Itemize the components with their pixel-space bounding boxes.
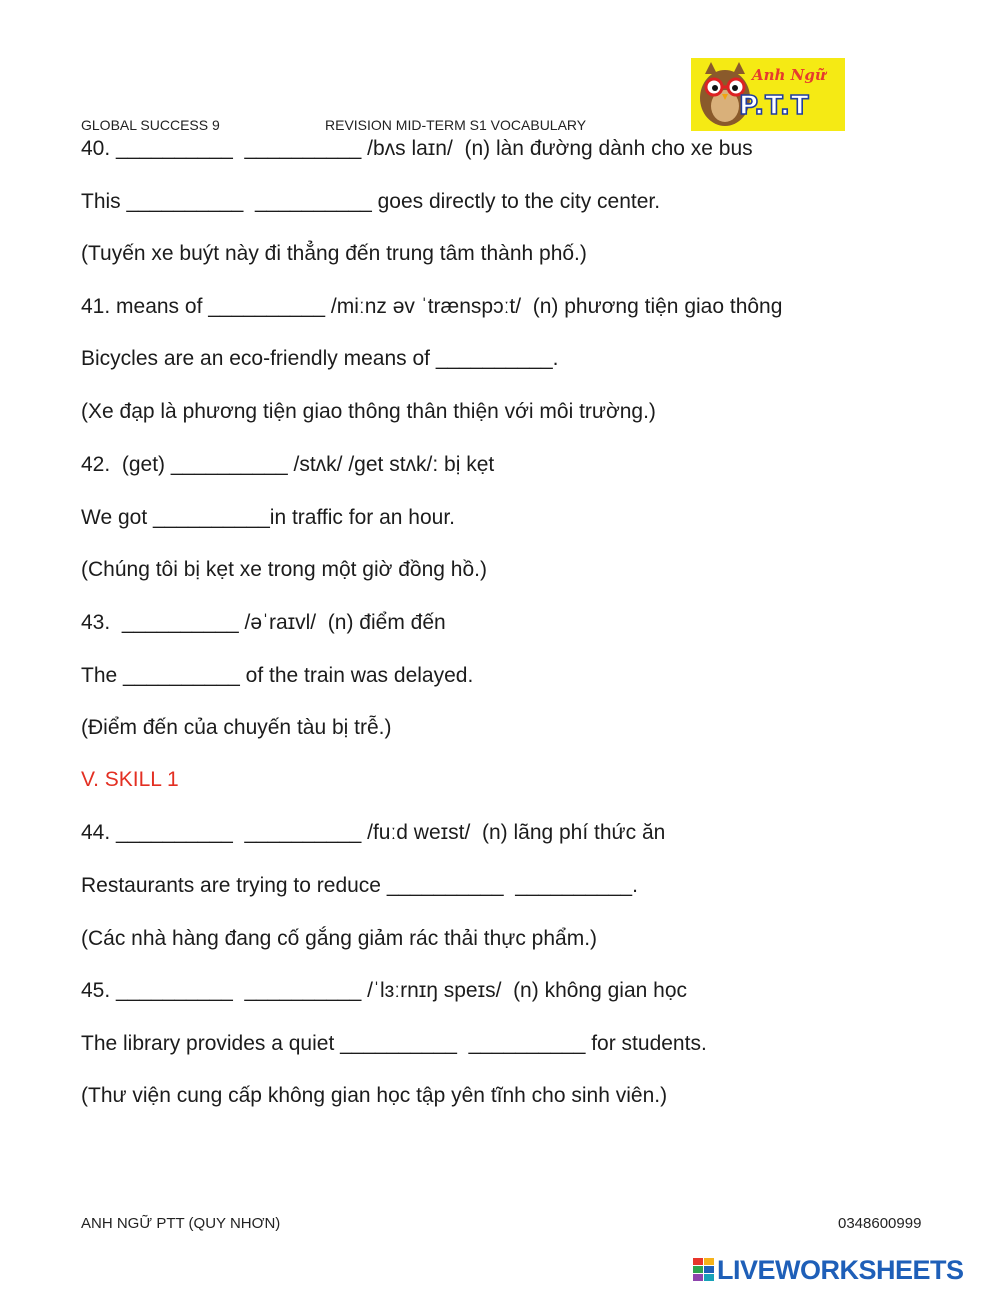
header-course-title: GLOBAL SUCCESS 9 xyxy=(81,117,220,133)
item-44-translation: (Các nhà hàng đang cố gắng giảm rác thải thực phẩm.) xyxy=(81,927,598,950)
footer-school: ANH NGỮ PTT (QUY NHƠN) xyxy=(81,1215,281,1232)
item-42-example: We got __________in traffic for an hour. xyxy=(81,506,455,529)
logo-brand-text: Anh Ngữ xyxy=(752,66,826,84)
item-42-heading: 42. (get) __________ /stʌk/ /get stʌk/: bị kẹt xyxy=(81,453,495,476)
liveworksheets-watermark xyxy=(693,1255,993,1285)
item-43-example: The __________ of the train was delayed. xyxy=(81,664,474,687)
item-43-translation: (Điểm đến của chuyến tàu bị trễ.) xyxy=(81,716,392,739)
item-41-translation: (Xe đạp là phương tiện giao thông thân thiện với môi trường.) xyxy=(81,400,656,423)
item-40-translation: (Tuyến xe buýt này đi thẳng đến trung tâm thành phố.) xyxy=(81,242,587,265)
logo-name-text: P.T.T xyxy=(739,91,810,121)
item-45-example: The library provides a quiet __________ __________ for students. xyxy=(81,1032,707,1055)
liveworksheets-icon xyxy=(693,1258,715,1282)
section-heading: V. SKILL 1 xyxy=(81,768,179,791)
item-43-heading: 43. __________ /əˈraɪvl/ (n) điểm đến xyxy=(81,611,446,634)
item-45-translation: (Thư viện cung cấp không gian học tập yên tĩnh cho sinh viên.) xyxy=(81,1084,668,1107)
item-40-example: This __________ __________ goes directly to the city center. xyxy=(81,190,661,213)
liveworksheets-text: LIVEWORKSHEETS xyxy=(717,1255,964,1285)
item-40-heading: 40. __________ __________ /bʌs laɪn/ (n) làn đường dành cho xe bus xyxy=(81,137,753,160)
item-44-example: Restaurants are trying to reduce __________ __________. xyxy=(81,874,638,897)
footer-phone: 0348600999 xyxy=(838,1215,922,1232)
item-44-heading: 44. __________ __________ /fuːd weɪst/ (n) lãng phí thức ăn xyxy=(81,821,666,844)
header-worksheet-title: REVISION MID-TERM S1 VOCABULARY xyxy=(325,117,587,133)
item-41-heading: 41. means of __________ /miːnz əv ˈtrænspɔːt/ (n) phương tiện giao thông xyxy=(81,295,783,318)
item-42-translation: (Chúng tôi bị kẹt xe trong một giờ đồng hồ.) xyxy=(81,558,487,581)
logo xyxy=(691,58,845,131)
item-41-example: Bicycles are an eco-friendly means of __________. xyxy=(81,347,559,370)
item-45-heading: 45. __________ __________ /ˈlɜːrnɪŋ speɪs/ (n) không gian học xyxy=(81,979,688,1002)
